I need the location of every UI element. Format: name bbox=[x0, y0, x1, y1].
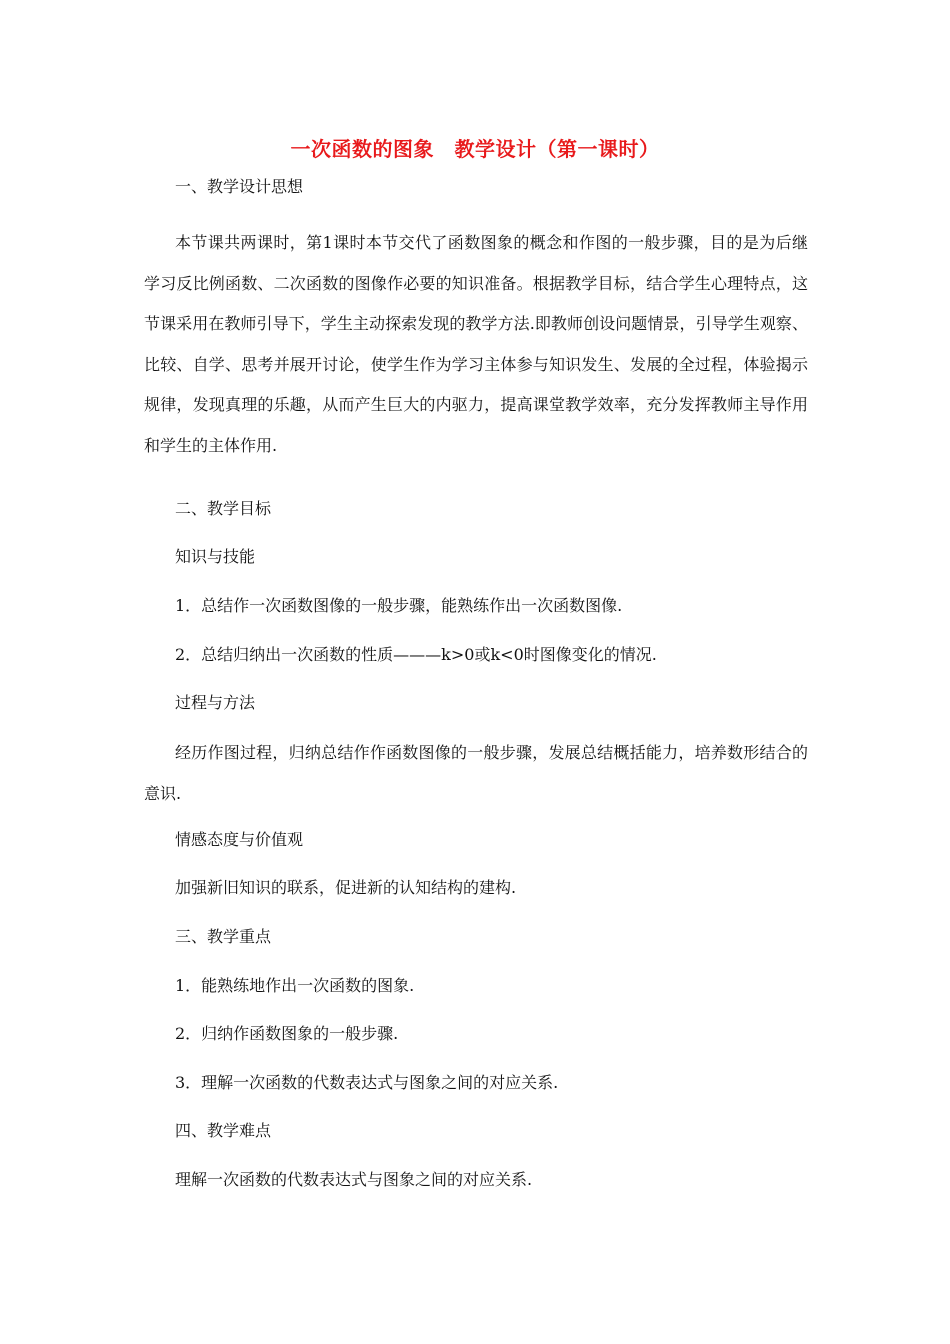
section-heading-key-points: 三、教学重点 bbox=[175, 927, 272, 946]
key-point-item-2: 2．归纳作函数图象的一般步骤. bbox=[175, 1024, 399, 1043]
objective-item-1: 1．总结作一次函数图像的一般步骤，能熟练作出一次函数图像. bbox=[175, 596, 623, 615]
process-method-paragraph: 经历作图过程，归纳总结作作函数图像的一般步骤，发展总结概括能力，培养数形结合的意识. bbox=[144, 743, 808, 803]
section-heading-design-idea: 一、教学设计思想 bbox=[175, 177, 304, 196]
subheading-process-method: 过程与方法 bbox=[175, 693, 256, 712]
key-point-item-1: 1．能熟练地作出一次函数的图象. bbox=[175, 976, 415, 995]
section-heading-objectives: 二、教学目标 bbox=[175, 499, 272, 518]
subheading-emotion-values: 情感态度与价值观 bbox=[175, 830, 304, 849]
design-idea-paragraph: 本节课共两课时，第1课时本节交代了函数图象的概念和作图的一般步骤，目的是为后继学习反比例函数、二次函数的图像作必要的知识准备。根据教学目标，结合学生心理特点，这节课采用在教师引导下，学生主动探索发现的教学方法.即教师创设问题情景，引导学生观察、比较、自学、思考并展开讨论，使学生作为学习主体参与知识发生、发展的全过程，体验揭示规律，发现真理的乐趣，从而产生巨大的内驱力，提高课堂教学效率，充分发挥教师主导作用和学生的主体作用. bbox=[144, 233, 808, 455]
difficulty-text: 理解一次函数的代数表达式与图象之间的对应关系. bbox=[175, 1170, 533, 1189]
subheading-knowledge-skills: 知识与技能 bbox=[175, 547, 256, 566]
key-point-item-3: 3．理解一次函数的代数表达式与图象之间的对应关系. bbox=[175, 1073, 559, 1092]
document-title: 一次函数的图象 教学设计（第一课时） bbox=[290, 137, 660, 161]
section-heading-difficulties: 四、教学难点 bbox=[175, 1121, 272, 1140]
emotion-values-text: 加强新旧知识的联系，促进新的认知结构的建构. bbox=[175, 878, 517, 897]
objective-item-2: 2．总结归纳出一次函数的性质———k>0或k<0时图像变化的情况. bbox=[175, 645, 657, 664]
